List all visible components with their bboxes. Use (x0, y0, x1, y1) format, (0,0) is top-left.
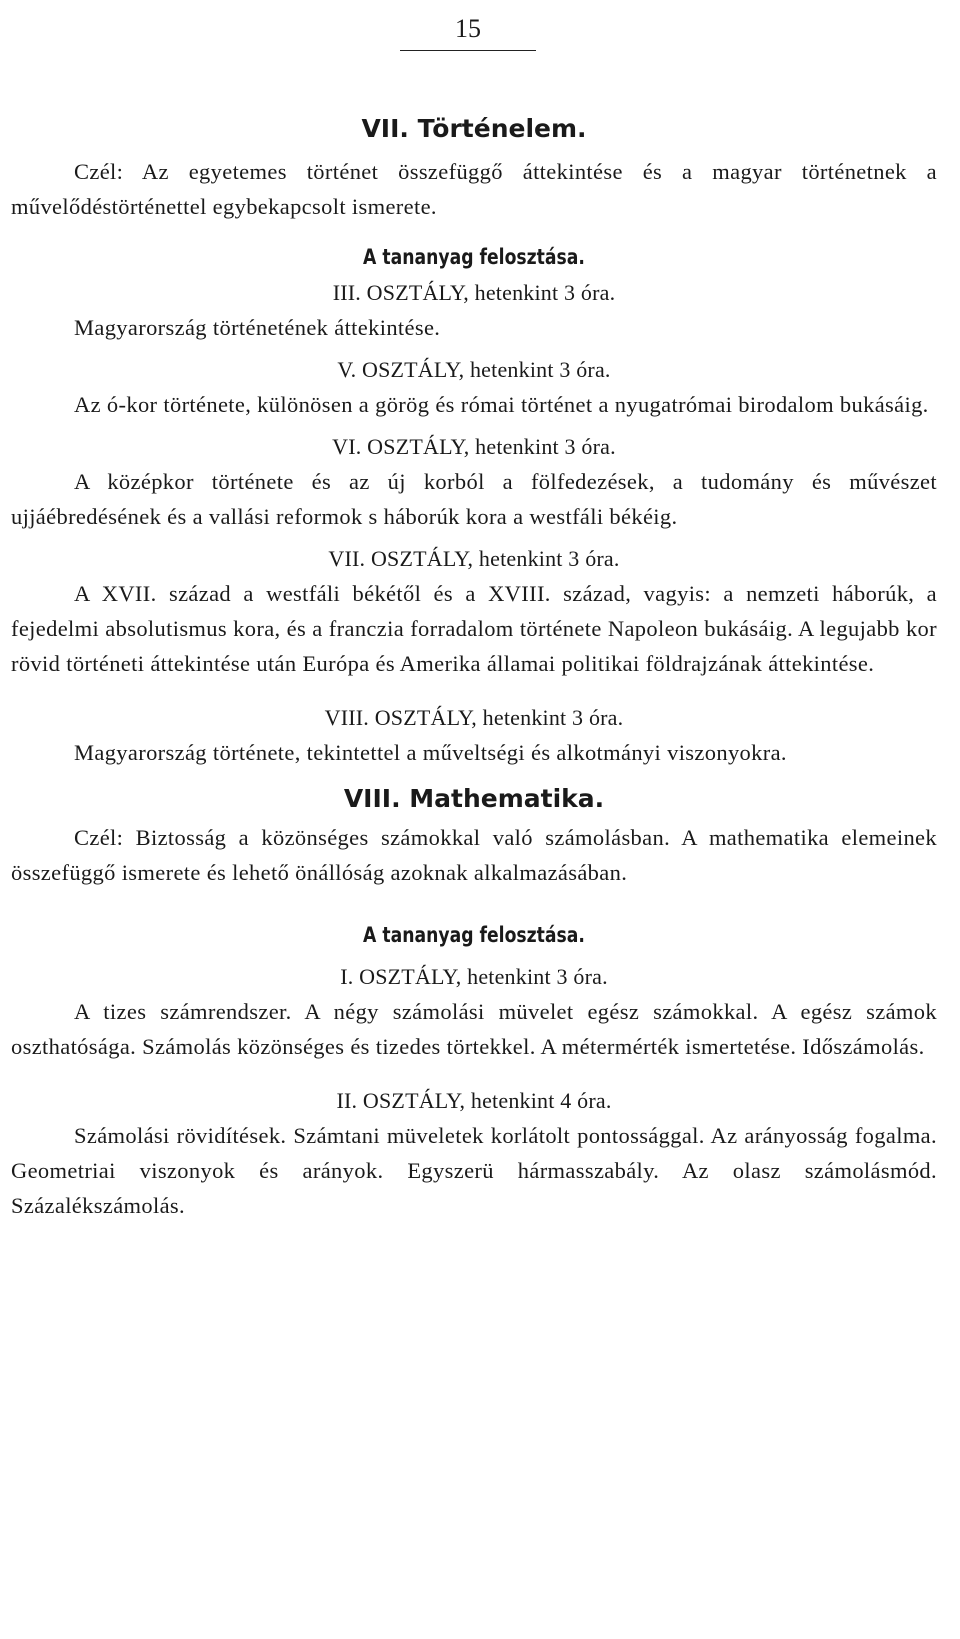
class-text-viii: Magyarország története, tekintettel a műveltségi és alkotmányi viszonyokra. (74, 740, 787, 765)
class-heading-iii: III. OSZTÁLY, hetenkint 3 óra. (332, 280, 616, 305)
class-heading-vii: VII. OSZTÁLY, hetenkint 3 óra. (328, 546, 620, 571)
class-text-vii: A XVII. század a westfáli békétől és a XVIII. század, vagyis: a nemzeti háborúk, a fejedelmi absolutismus kora, és a franczia forradalom története Napoleon bukásáig. A legujabb kor rövid történeti áttekintése után Európa és Amerika államai politikai földrajzának áttekintése. (11, 581, 937, 676)
history-curriculum-heading: A tananyag felosztása. (363, 245, 585, 269)
class-text-vi: A középkor története és az új korból a fölfedezések, a tudomány és művészet ujjáébredésének és a vallási reformok s háborúk kora a westfáli békéig. (11, 469, 937, 529)
math-class-heading-ii: II. OSZTÁLY, hetenkint 4 óra. (336, 1088, 612, 1113)
page-number: 15 (400, 14, 536, 51)
math-class-text-i: A tizes számrendszer. A négy számolási müvelet egész számokkal. A egész számok oszthatósága. Számolás közönséges és tizedes törtekkel. A métermérték ismertetése. Időszámolás. (11, 999, 937, 1059)
class-text-v: Az ó-kor története, különösen a görög és római történet a nyugatrómai birodalom bukásáig. (74, 392, 929, 417)
mathematics-goal: Czél: Biztosság a közönséges számokkal való számolásban. A mathematika elemeinek összefüggő ismerete és lehető önállóság azoknak alkalmazásában. (11, 825, 937, 885)
mathematics-curriculum-heading: A tananyag felosztása. (363, 923, 585, 947)
math-class-heading-i: I. OSZTÁLY, hetenkint 3 óra. (340, 964, 608, 989)
history-goal: Czél: Az egyetemes történet összefüggő áttekintése és a magyar történetnek a művelődéstörténettel egybekapcsolt ismerete. (11, 159, 937, 219)
class-heading-viii: VIII. OSZTÁLY, hetenkint 3 óra. (324, 705, 624, 730)
section-title-mathematics: VIII. Mathematika. (343, 784, 605, 813)
class-heading-v: V. OSZTÁLY, hetenkint 3 óra. (337, 357, 611, 382)
math-class-text-ii: Számolási rövidítések. Számtani müveletek korlátolt pontossággal. Az arányosság fogalma. Geometriai viszonyok és arányok. Egyszerü hármasszabály. Az olasz számolásmód. Százalékszámolás. (11, 1123, 937, 1218)
page-content (11, 112, 937, 1223)
class-heading-vi: VI. OSZTÁLY, hetenkint 3 óra. (332, 434, 616, 459)
section-title-history: VII. Történelem. (361, 114, 587, 143)
class-text-iii: Magyarország történetének áttekintése. (74, 315, 441, 340)
